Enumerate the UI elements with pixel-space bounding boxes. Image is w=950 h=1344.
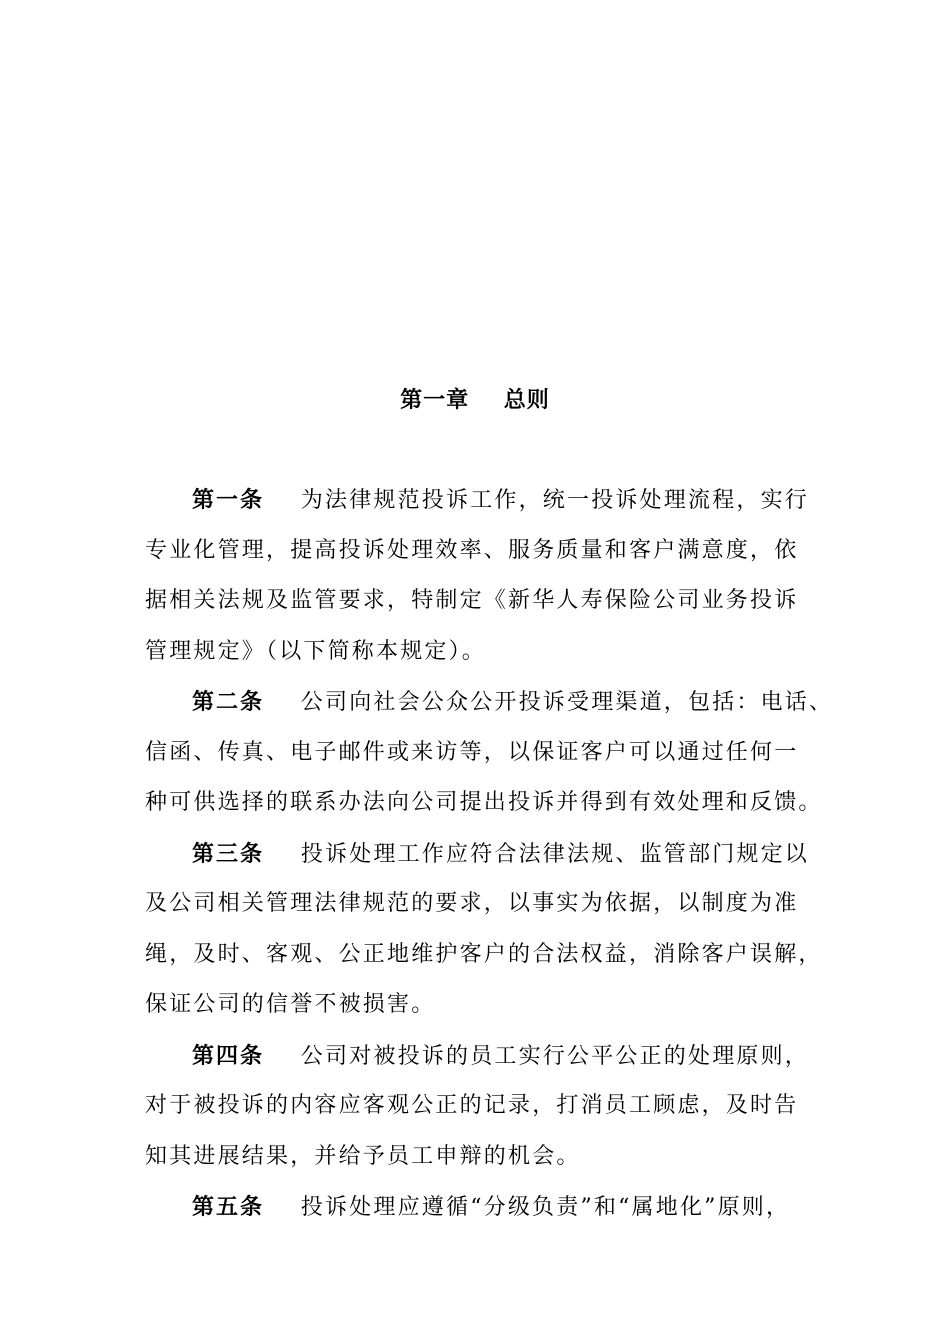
- article-4-line-3: 知其进展结果，并给予员工申辩的机会。: [145, 1143, 581, 1169]
- article-5-line-1: [145, 1190, 835, 1241]
- article-number: 第三条: [192, 840, 265, 867]
- article-number: 第二条: [192, 689, 265, 715]
- article-1-line-1: [145, 483, 835, 534]
- document-body: [145, 483, 835, 1241]
- article-number: 第五条: [192, 1194, 265, 1220]
- article-4-line-1: [145, 1039, 835, 1090]
- article-1-line-2: 专业化管理，提高投诉处理效率、服务质量和客户满意度，依: [145, 537, 799, 563]
- article-4-line-2: 对于被投诉的内容应客观公正的记录，打消员工顾虑，及时告: [145, 1093, 799, 1118]
- article-2-line-1: [145, 685, 835, 736]
- article-3-line-1: [145, 837, 835, 888]
- article-3-line-4: 保证公司的信誉不被损害。: [145, 992, 436, 1017]
- article-3-line-3: 绳，及时、客观、公正地维护客户的合法权益，消除客户误解，: [145, 941, 823, 967]
- chapter-title: 第一章 总则: [400, 387, 550, 413]
- article-1-line-3: 据相关法规及监管要求，特制定《新华人寿保险公司业务投诉: [145, 588, 799, 613]
- article-text: 为法律规范投诉工作，统一投诉处理流程，实行: [300, 488, 809, 513]
- article-text: 公司向社会公众公开投诉受理渠道，包括：电话、: [300, 690, 834, 715]
- article-3-line-2: 及公司相关管理法律规范的要求，以事实为依据，以制度为准: [145, 891, 799, 916]
- article-2-line-3: 种可供选择的联系办法向公司提出投诉并得到有效处理和反馈。: [145, 790, 823, 815]
- article-1-line-4: 管理规定》（以下简称本规定）。: [145, 638, 487, 664]
- article-2-line-2: 信函、传真、电子邮件或来访等，以保证客户可以通过任何一: [145, 739, 799, 765]
- article-number: 第一条: [192, 487, 265, 513]
- article-text: 公司对被投诉的员工实行公平公正的处理原则，: [300, 1043, 809, 1069]
- article-text: 投诉处理应遵循“分级负责”和“属地化”原则，: [300, 1195, 791, 1220]
- article-number: 第四条: [192, 1042, 265, 1069]
- article-text: 投诉处理工作应符合法律法规、监管部门规定以: [300, 841, 809, 867]
